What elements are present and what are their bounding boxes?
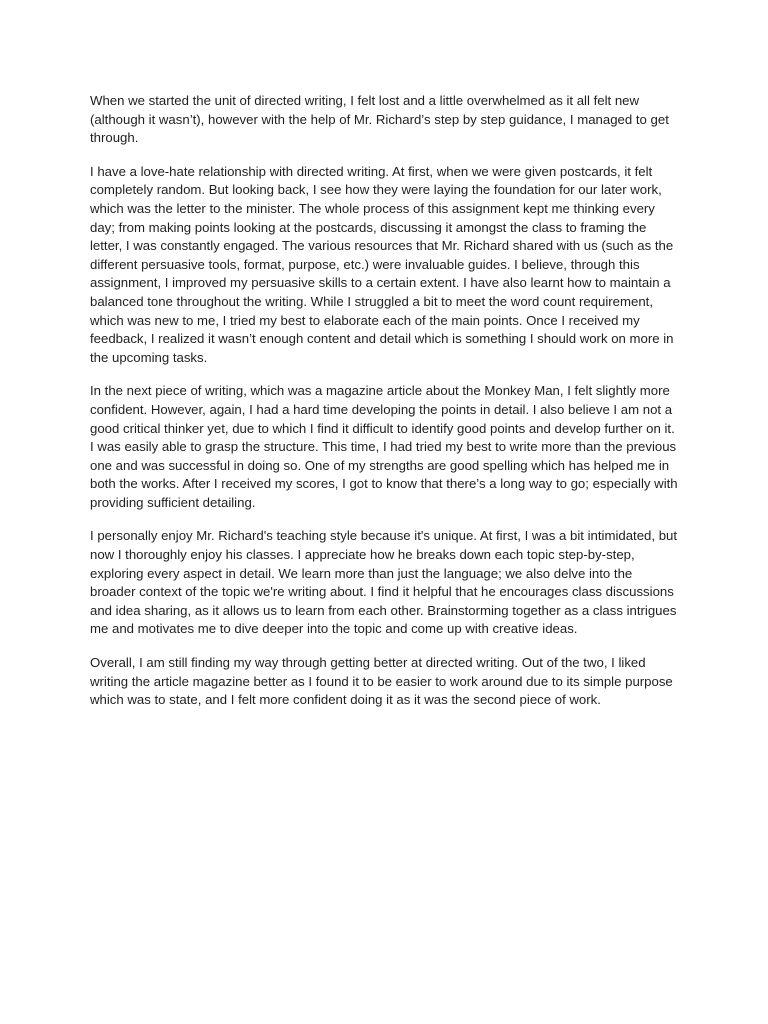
paragraph-3: In the next piece of writing, which was a magazine article about the Monkey Man, I felt slightly more confident. However, again, I had a hard time developing the points in detail. I also believe I am not a good critical thinker yet, due to which I find it difficult to identify good points and develop further on it. I was easily able to grasp the structure. This time, I had tried my best to write more than the previous one and was successful in doing so. One of my strengths are good spelling which has helped me in both the works. After I received my scores, I got to know that there’s a long way to go; especially with providing sufficient detailing. <box>90 383 678 510</box>
paragraph-1: When we started the unit of directed writing, I felt lost and a little overwhelmed as it all felt new (although it wasn’t), however with the help of Mr. Richard’s step by step guidance, I managed to get through. <box>90 93 669 146</box>
document-body <box>90 92 680 725</box>
paragraph-5: Overall, I am still finding my way through getting better at directed writing. Out of the two, I liked writing the article magazine better as I found it to be easier to work around due to its simple purpose which was to state, and I felt more confident doing it as it was the second piece of work. <box>90 655 673 708</box>
paragraph-4: I personally enjoy Mr. Richard's teaching style because it's unique. At first, I was a bit intimidated, but now I thoroughly enjoy his classes. I appreciate how he breaks down each topic step-by-step, exploring every aspect in detail. We learn more than just the language; we also delve into the broader context of the topic we're writing about. I find it helpful that he encourages class discussions and idea sharing, as it allows us to learn from each other. Brainstorming together as a class intrigues me and motivates me to dive deeper into the topic and come up with creative ideas. <box>90 528 678 637</box>
paragraph-2: I have a love-hate relationship with directed writing. At first, when we were given postcards, it felt completely random. But looking back, I see how they were laying the foundation for our later work, which was the letter to the minister. The whole process of this assignment kept me thinking every day; from making points looking at the postcards, discussing it amongst the class to framing the letter, I was constantly engaged. The various resources that Mr. Richard shared with us (such as the different persuasive tools, format, purpose, etc.) were invaluable guides. I believe, through this assignment, I improved my persuasive skills to a certain extent. I have also learnt how to maintain a balanced tone throughout the writing. While I struggled a bit to meet the word count requirement, which was new to me, I tried my best to elaborate each of the main points. Once I received my feedback, I realized it wasn’t enough content and detail which is something I should work on more in the upcoming tasks. <box>90 163 674 365</box>
